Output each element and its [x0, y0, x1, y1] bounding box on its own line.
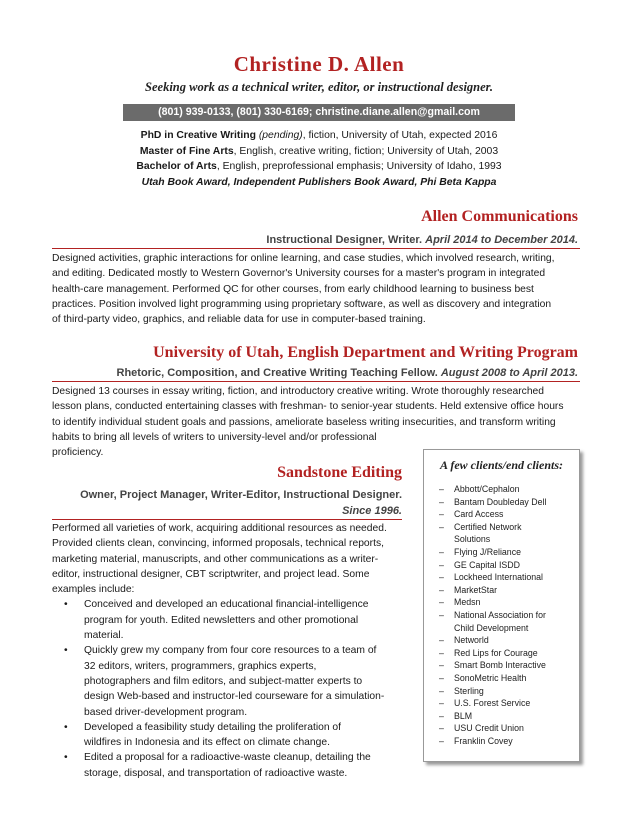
- dash-bullet-icon: –: [439, 723, 444, 734]
- client-item: [424, 672, 575, 685]
- client-name: National Association for: [454, 609, 546, 620]
- client-item: [424, 722, 575, 735]
- section-divider: [52, 248, 580, 249]
- client-item: [424, 634, 575, 647]
- client-item: [424, 647, 575, 660]
- resume-tagline: Seeking work as a technical writer, editor, or instructional designer.: [145, 80, 493, 94]
- clients-box: [423, 449, 580, 762]
- clients-list: [424, 483, 579, 747]
- client-item: [424, 508, 575, 521]
- job-description: Performed all varieties of work, acquiring additional resources as needed. Provided clients clean, convincing, informed proposals, technical reports, marketing material, manuscripts, and other communications as a writer- editor, instructional designer, CBT scriptwriter, and project lead. Some examples include: • Conceived and developed an educational financial-intelligence program for youth. Edited newsletters and other promotional material. • Quickly grew my company from four core resources to a team of 32 editors, writers, programmers, graphics experts, photographers and film editors, and subject-matter experts to design Web-based and instructor-led courseware for a simulation- based driver-development program. • Developed a feasibility study detailing the proliferation of wildfires in Indonesia and its effect on climate change. • Edited a proposal for a radioactive-waste cleanup, detailing the storage, disposal, and transportation of radioactive waste.: [52, 521, 417, 781]
- section-divider: [52, 381, 580, 382]
- dash-bullet-icon: –: [439, 546, 444, 557]
- client-item: [424, 559, 575, 572]
- client-name: Card Access: [454, 509, 504, 520]
- list-item: • Conceived and developed an educational financial-intelligence program for youth. Edited newsletters and other promotional material.: [64, 599, 369, 642]
- client-name: MarketStar: [454, 584, 498, 595]
- dash-bullet-icon: –: [439, 584, 444, 595]
- dash-bullet-icon: –: [439, 635, 444, 646]
- education-section: [0, 128, 638, 190]
- dash-bullet-icon: –: [439, 609, 444, 620]
- client-name: Certified Network: [454, 521, 522, 532]
- dash-bullet-icon: –: [439, 647, 444, 658]
- client-name: Bantam Doubleday Dell: [454, 496, 547, 507]
- client-name: Medsn: [454, 597, 481, 608]
- education-item: Master of Fine Arts, English, creative writing, fiction; University of Utah, 2003: [139, 145, 499, 157]
- company-heading: Sandstone Editing: [277, 464, 402, 481]
- client-item: [424, 496, 575, 509]
- dash-bullet-icon: –: [439, 710, 444, 721]
- clients-title: A few clients/end clients:: [440, 458, 563, 472]
- list-item: • Developed a feasibility study detailing the proliferation of wildfires in Indonesia and its effect on climate change.: [64, 721, 342, 749]
- dash-bullet-icon: –: [439, 521, 444, 532]
- dash-bullet-icon: –: [439, 698, 444, 709]
- list-item: • Edited a proposal for a radioactive-waste cleanup, detailing the storage, disposal, and transportation of radioactive waste.: [64, 752, 371, 779]
- job-role: Owner, Project Manager, Writer-Editor, Instructional Designer.: [80, 489, 402, 501]
- bullet-icon: •: [64, 721, 68, 733]
- client-name: Sterling: [454, 685, 484, 696]
- resume-name: Christine D. Allen: [233, 52, 405, 76]
- client-name: Child Development: [454, 622, 529, 633]
- dash-bullet-icon: –: [439, 484, 444, 494]
- job-description: Designed activities, graphic interactions for online learning, and case studies, which involved research, writing, and editing. Dedicated mostly to Western Governor's University courses for a master's program in integrated health-care management. Performed QC for other courses, from early childhood learning to business best practices. Position involved light programming using proprietary software, as well as discovery and integration of third-party video, graphics, and reliable data for use in computer-based training.: [52, 253, 555, 326]
- client-name: Flying J/Reliance: [454, 546, 521, 557]
- job-role-line: Instructional Designer, Writer. April 2014 to December 2014.: [266, 234, 578, 246]
- client-item: [424, 596, 575, 609]
- dash-bullet-icon: –: [439, 685, 444, 696]
- client-name: Red Lips for Courage: [454, 647, 538, 658]
- dash-bullet-icon: –: [439, 660, 444, 671]
- client-name: GE Capital ISDD: [454, 559, 520, 570]
- dash-bullet-icon: –: [439, 572, 444, 583]
- client-item: [424, 571, 575, 584]
- dash-bullet-icon: –: [439, 496, 444, 507]
- dash-bullet-icon: –: [439, 735, 444, 746]
- dash-bullet-icon: –: [439, 597, 444, 608]
- client-name: BLM: [454, 710, 473, 721]
- client-item: [424, 697, 575, 710]
- achievement-list: [52, 597, 417, 781]
- dash-bullet-icon: –: [439, 509, 444, 520]
- company-heading: University of Utah, English Department and Writing Program: [153, 344, 578, 361]
- job-description: Designed 13 courses in essay writing, fiction, and introductory creative writing. Wrote thoroughly researched lesson plans, conducted entertaining classes with freshman- to senior-year students. Held extensive office hours to identify individual student goals and passions, ameliorate baseless writing insecurities, and transform writing habits to bring all levels of writers to university-level and/or professional proficiency.: [52, 386, 564, 459]
- education-item: Bachelor of Arts, English, preprofessional emphasis; University of Idaho, 1993: [136, 161, 502, 172]
- client-name: Franklin Covey: [454, 735, 513, 746]
- dash-bullet-icon: –: [439, 672, 444, 683]
- client-item: [424, 521, 575, 546]
- client-item: [424, 609, 575, 634]
- section-divider: [52, 519, 402, 520]
- dash-bullet-icon: –: [439, 559, 444, 570]
- bullet-icon: •: [64, 645, 68, 657]
- education-item: PhD in Creative Writing (pending), fiction, University of Utah, expected 2016: [140, 130, 498, 141]
- bullet-icon: •: [64, 752, 68, 764]
- job-dates: Since 1996.: [342, 505, 402, 517]
- client-name: U.S. Forest Service: [454, 698, 531, 709]
- client-item: [424, 584, 575, 597]
- job-role-line: Rhetoric, Composition, and Creative Writing Teaching Fellow. August 2008 to April 2013.: [116, 367, 578, 379]
- client-name: USU Credit Union: [454, 723, 524, 734]
- client-item: [424, 710, 575, 723]
- client-name: SonoMetric Health: [454, 672, 527, 683]
- client-name: Networld: [454, 635, 489, 646]
- client-item: [424, 483, 575, 496]
- client-item: [424, 735, 575, 748]
- contact-bar: (801) 939-0133, (801) 330-6169; christine.diane.allen@gmail.com: [123, 104, 515, 121]
- client-item: [424, 546, 575, 559]
- awards-line: Utah Book Award, Independent Publishers Book Award, Phi Beta Kappa: [141, 176, 497, 188]
- client-name: Smart Bomb Interactive: [454, 660, 546, 671]
- company-heading: Allen Communications: [421, 208, 578, 225]
- list-item: • Quickly grew my company from four core resources to a team of 32 editors, writers, programmers, graphics experts, photographers and film editors, and subject-matter experts to design Web-based and instructor-led courseware for a simulation- based driver-development program.: [64, 645, 385, 718]
- client-name: Lockheed International: [454, 572, 544, 583]
- client-item: [424, 685, 575, 698]
- client-name: Solutions: [454, 534, 491, 545]
- bullet-icon: •: [64, 599, 68, 611]
- client-name: Abbott/Cephalon: [454, 484, 520, 494]
- client-item: [424, 659, 575, 672]
